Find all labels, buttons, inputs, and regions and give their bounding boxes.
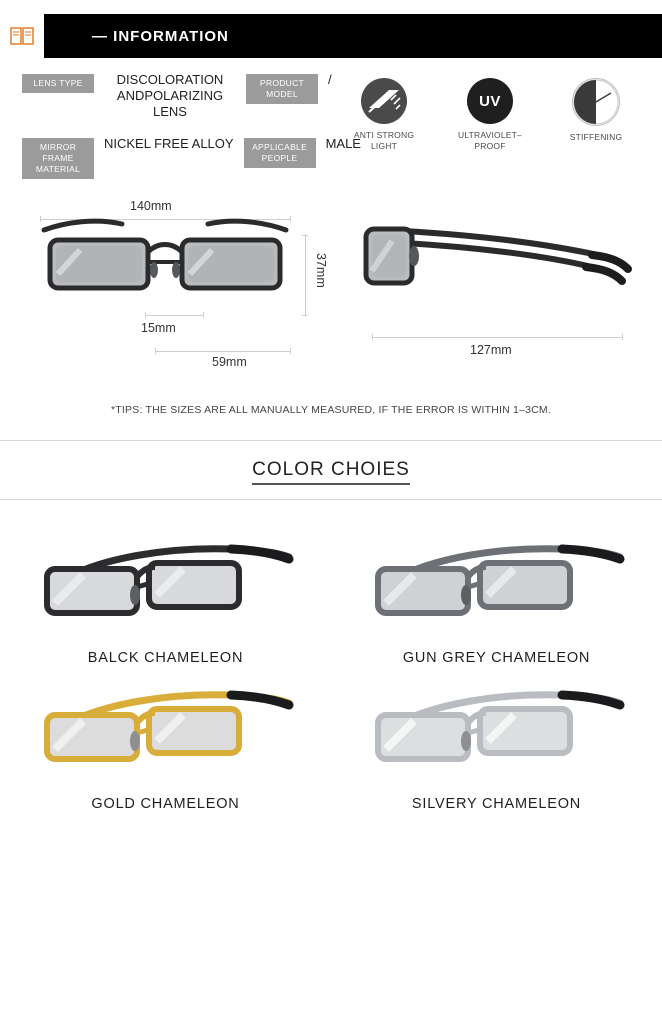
color-label: GUN GREY CHAMELEON <box>402 650 591 666</box>
dim-tick <box>290 348 291 354</box>
uv-icon <box>467 78 513 124</box>
divider-under-title <box>0 499 662 500</box>
divider-top <box>0 440 662 441</box>
color-label: SILVERY CHAMELEON <box>411 796 582 812</box>
dimensions-diagram <box>0 187 662 402</box>
anti-glare-icon <box>361 78 407 124</box>
color-choices-title <box>0 459 662 481</box>
dim-label-front-width: 140mm <box>130 199 172 213</box>
size-tips: *TIPS: THE SIZES ARE ALL MANUALLY MEASURED, IF THE ERROR IS WITHIN 1–3CM. <box>111 404 551 416</box>
uv-badge-text: UV <box>479 92 501 110</box>
color-choices-title-text: COLOR CHOIES <box>252 459 410 485</box>
spec-value-frame-material: NICKEL FREE ALLOY <box>104 136 234 151</box>
dim-line-temple <box>372 337 622 338</box>
spec-value-lens-type: DISCOLORATION ANDPOLARIZING LENS <box>116 72 224 119</box>
color-image <box>331 670 662 790</box>
specifications-block <box>0 58 662 179</box>
page-title: — INFORMATION <box>92 27 229 45</box>
dim-tick <box>622 334 623 340</box>
feature-anti-strong-light <box>340 78 428 152</box>
color-image <box>331 524 662 644</box>
color-option-gold-chameleon[interactable] <box>0 670 331 816</box>
color-image <box>0 670 331 790</box>
feature-icons <box>340 78 640 152</box>
spec-tag-product-model: PRODUCT MODEL <box>246 74 318 104</box>
dim-tick <box>372 334 373 340</box>
dim-tick <box>155 348 156 354</box>
color-option-gun-grey-chameleon[interactable] <box>331 524 662 670</box>
spec-value-applicable-people: MALE <box>325 136 361 151</box>
dim-label-temple: 127mm <box>470 343 512 357</box>
stiffening-icon <box>572 78 620 126</box>
dim-tick <box>302 315 308 316</box>
dim-tick <box>302 235 308 236</box>
information-header <box>0 14 662 58</box>
color-option-silvery-chameleon[interactable] <box>331 670 662 816</box>
spec-value-product-model: / <box>328 72 332 87</box>
dim-line-bridge <box>145 315 203 316</box>
dim-line-lens-width <box>155 351 290 352</box>
color-label: GOLD CHAMELEON <box>91 796 240 812</box>
spec-tag-frame-material: MIRROR FRAME MATERIAL <box>22 138 94 179</box>
feature-label: ULTRAVIOLET–PROOF <box>458 130 522 151</box>
glasses-front-view-image <box>36 212 294 304</box>
dim-label-lens-height: 37mm <box>314 253 328 288</box>
color-image <box>0 524 331 644</box>
dim-tick <box>203 312 204 318</box>
dim-tick <box>145 312 146 318</box>
color-choices-grid <box>0 524 662 816</box>
color-option-black-chameleon[interactable] <box>0 524 331 670</box>
feature-label: ANTI STRONG LIGHT <box>353 130 415 151</box>
spec-tag-applicable-people: APPLICABLE PEOPLE <box>244 138 316 168</box>
feature-label: STIFFENING <box>569 132 623 142</box>
book-icon <box>0 14 44 58</box>
feature-stiffening <box>552 78 640 152</box>
spec-tag-lens-type: LENS TYPE <box>22 74 94 93</box>
glasses-side-view-image <box>352 209 637 304</box>
color-label: BALCK CHAMELEON <box>87 650 244 666</box>
feature-uv-proof <box>446 78 534 152</box>
dim-label-bridge: 15mm <box>141 321 176 335</box>
dim-label-lens-width: 59mm <box>212 355 247 369</box>
dim-line-lens-height <box>305 235 306 315</box>
